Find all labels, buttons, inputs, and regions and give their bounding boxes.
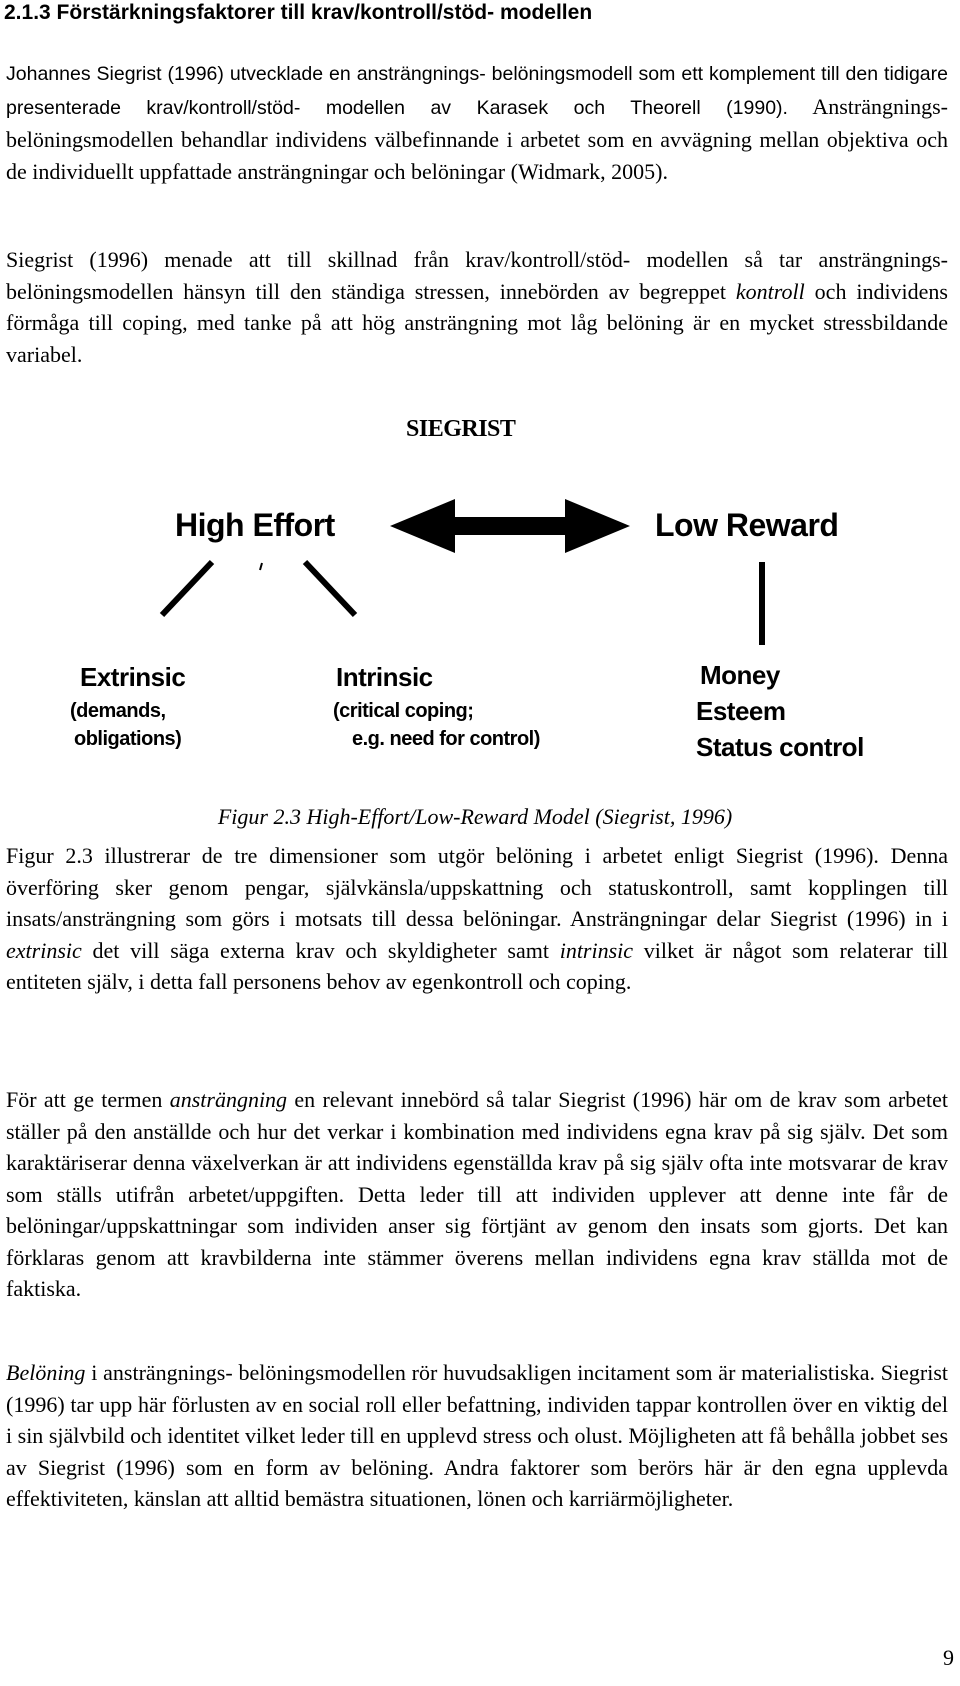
- node-low-reward: Low Reward: [655, 507, 839, 543]
- emphasis-anstrangning: ansträngning: [169, 1087, 288, 1112]
- extrinsic-detail-2: obligations): [74, 728, 182, 750]
- double-arrow: [390, 499, 630, 553]
- paragraph-text: i ansträngnings- belöningsmodellen rör huvudsakligen incitament som är materialistiska. Siegrist (1996) tar upp här förlusten av en social roll eller befattning, individen tappar kontrollen över en viktig del i sin självbild och identitet vilket leder till en upplevd stress och olust. Möjligheten att få behålla jobbet ses av Siegrist (1996) som en form av belöning. Andra faktorer som berörs här är den egna upplevda effektiviteten, känslan att alltid bemästra situationen, lönen och karriärmöjligheter.: [6, 1360, 948, 1511]
- extrinsic-detail-1: (demands,: [70, 700, 166, 722]
- intrinsic-title: Intrinsic: [336, 662, 433, 692]
- emphasis-extrinsic: extrinsic: [6, 937, 82, 963]
- paragraph-text: Figur 2.3 illustrerar de tre dimensioner som utgör belöning i arbetet enligt Siegrist (1996). Denna överföring sker genom pengar, självkänsla/uppskattning och statuskontroll, samt kopplingen till insats/ansträngning som görs i motsats till dessa belöningar. Ansträngningar delar Siegrist (1996) in i: [6, 843, 948, 931]
- paragraph-intro-serif-part: Ansträngnings- belöningsmodellen behandlar individens välbefinnande i arbetet som en avvägning mellan objektiva och de individuellt uppfattade ansträngningar och belöningar (Widmark, 2005).: [6, 93, 948, 184]
- reward-item-money: Money: [700, 660, 780, 690]
- section-heading: 2.1.3 Förstärkningsfaktorer till krav/kontroll/stöd- modellen: [4, 1, 593, 24]
- paragraph-text: en relevant innebörd så talar Siegrist (1996) här om de krav som arbetet ställer på den anställde och hur det verkar i kombination med individens egna krav på sig själv. Det som karaktäriserar denna växelverkan är att individens egenställda krav på sig själv ofta inte motsvarar de krav som ställs utifrån arbetet/uppgiften. Detta leder till att individen upplever att denne inte får de belöningar/uppskattningar som individen anser sig förtjänt av genom den insats som gjorts. Det kan förklaras genom att kravbilderna inte stämmer överens mellan individens egna krav ställda mot de faktiska.: [6, 1087, 948, 1301]
- branch-line-intrinsic: [305, 562, 355, 615]
- node-high-effort: High Effort: [175, 507, 335, 543]
- tick-mark: [260, 563, 262, 570]
- paragraph-reward: [6, 1357, 948, 1515]
- emphasis-intrinsic: intrinsic: [559, 937, 634, 963]
- reward-item-status-control: Status control: [696, 732, 864, 762]
- paragraph-intro-sans-part: Johannes Siegrist (1996) utvecklade en ansträngnings- belöningsmodell som ett komplement till den tidigare presenterade krav/kontroll/stöd- modellen av Karasek och Theorell (1990).: [6, 63, 948, 119]
- intrinsic-detail-2: e.g. need for control): [352, 728, 540, 750]
- paragraph-text: Siegrist (1996) menade att till skillnad från krav/kontroll/stöd- modellen så tar ansträngnings- belöningsmodellen hänsyn till den ständiga stressen, innebörden av begreppet: [6, 247, 948, 304]
- figure-caption: Figur 2.3 High-Effort/Low-Reward Model (Siegrist, 1996): [217, 804, 733, 829]
- reward-item-esteem: Esteem: [696, 696, 786, 726]
- extrinsic-title: Extrinsic: [80, 662, 186, 692]
- paragraph-text: det vill säga externa krav och skyldigheter samt: [81, 937, 560, 963]
- paragraph-text: vilket är något som relaterar till entiteten själv, i detta fall personens behov av egenkontroll och coping.: [6, 937, 948, 994]
- emphasis-kontroll: kontroll: [735, 278, 805, 304]
- emphasis-beloning: Belöning: [6, 1360, 86, 1385]
- branch-line-extrinsic: [162, 562, 212, 615]
- figure-title: SIEGRIST: [406, 416, 516, 442]
- page-number: 9: [943, 1645, 954, 1670]
- paragraph-text: och individens förmåga till coping, med tanke på att hög ansträngning mot låg belöning är en mycket stressbildande variabel.: [6, 278, 948, 367]
- intrinsic-detail-1: (critical coping;: [333, 700, 474, 722]
- paragraph-text: För att ge termen: [6, 1087, 170, 1112]
- paragraph-effort: [6, 1084, 948, 1305]
- paragraph-figure-explanation: [6, 840, 948, 998]
